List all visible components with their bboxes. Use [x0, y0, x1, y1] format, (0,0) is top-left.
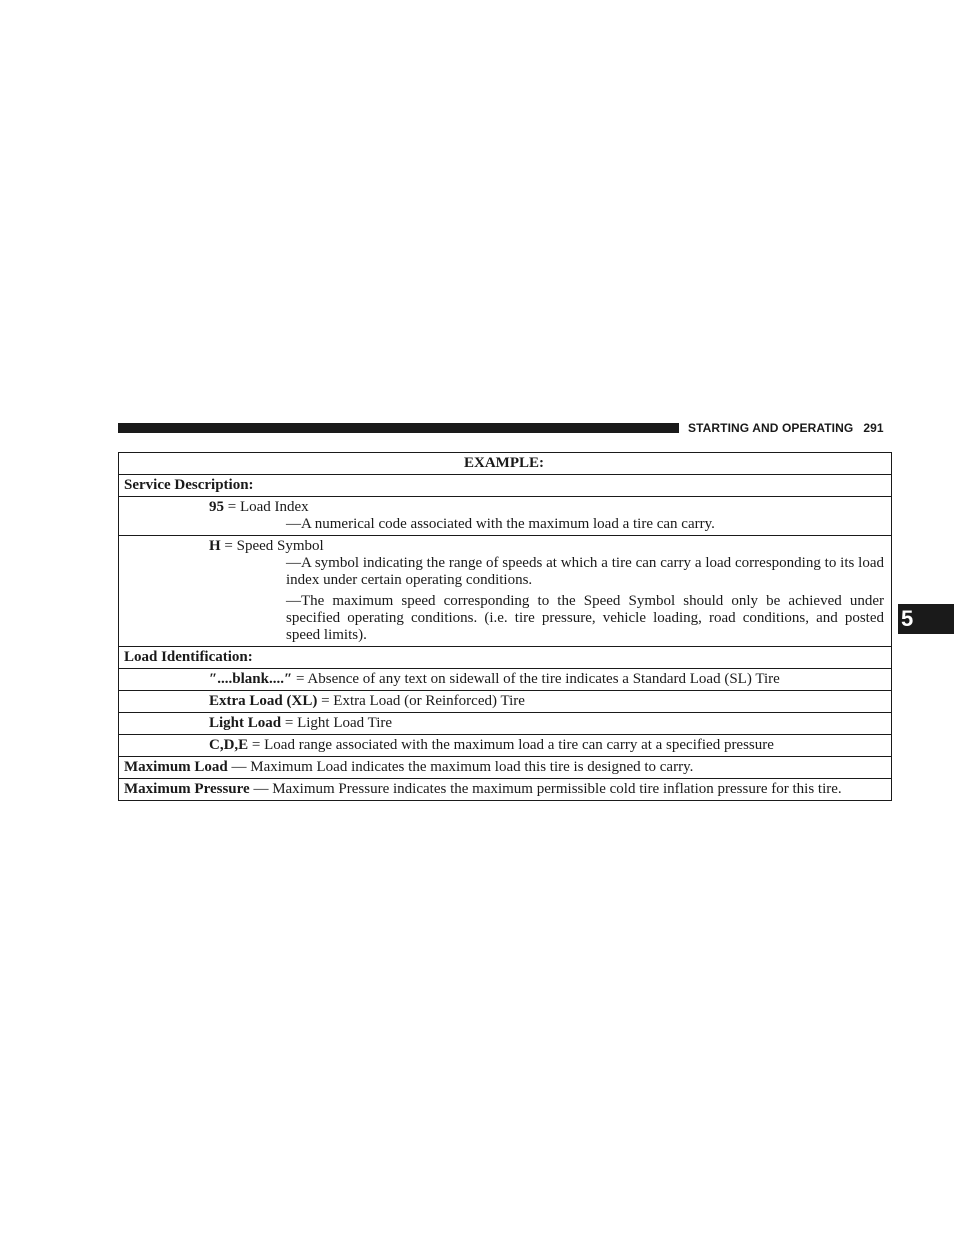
maximum-pressure-cell: [119, 779, 892, 801]
extra-load-text: = Extra Load (or Reinforced) Tire: [317, 693, 525, 709]
table-row: [119, 669, 892, 691]
table-row: [119, 475, 892, 497]
speed-symbol-description-block: [124, 555, 884, 644]
speed-symbol-description-2: —The maximum speed corresponding to the Speed Symbol should only be achieved under specified operating conditions. (i.e. tire pressure, vehicle loading, road conditions, and posted speed limits).: [286, 593, 884, 643]
speed-symbol-code: H: [209, 538, 221, 554]
maximum-load-text: — Maximum Load indicates the maximum load this tire is designed to carry.: [227, 759, 694, 775]
page-number: 291: [863, 421, 884, 435]
light-load-cell: [119, 713, 892, 735]
extra-load-code: Extra Load (XL): [209, 693, 318, 709]
light-load-text: = Light Load Tire: [281, 715, 393, 731]
load-index-description-block: [124, 516, 884, 533]
running-header: [688, 420, 891, 436]
speed-symbol-cell: [119, 536, 892, 647]
table-row: [119, 453, 892, 475]
load-index-description: —A numerical code associated with the maximum load a tire can carry.: [286, 516, 715, 532]
cde-cell: [119, 735, 892, 757]
example-heading: EXAMPLE:: [119, 453, 892, 475]
speed-symbol-line: [124, 538, 884, 555]
table-row: [119, 536, 892, 647]
table-row: [119, 497, 892, 536]
maximum-load-cell: [119, 757, 892, 779]
maximum-load-term: Maximum Load: [124, 759, 228, 775]
extra-load-line: [124, 693, 884, 710]
header-rule: [118, 423, 679, 433]
table-row: [119, 779, 892, 801]
blank-code: ″....blank....″: [209, 671, 293, 687]
cde-code: C,D,E: [209, 737, 249, 753]
light-load-code: Light Load: [209, 715, 282, 731]
load-index-text: = Load Index: [224, 499, 309, 515]
table-row: [119, 691, 892, 713]
table-row: [119, 757, 892, 779]
blank-cell: [119, 669, 892, 691]
extra-load-cell: [119, 691, 892, 713]
light-load-line: [124, 715, 884, 732]
table-row: [119, 713, 892, 735]
cde-text: = Load range associated with the maximum load a tire can carry at a specified pressure: [248, 737, 774, 753]
load-index-cell: [119, 497, 892, 536]
tire-service-description-table: [118, 452, 892, 801]
load-index-line: [124, 499, 884, 516]
speed-symbol-text: = Speed Symbol: [220, 538, 324, 554]
blank-line: [124, 671, 884, 688]
chapter-tab: 5: [898, 604, 954, 634]
cde-line: [124, 737, 884, 754]
blank-text: = Absence of any text on sidewall of the tire indicates a Standard Load (SL) Tire: [292, 671, 780, 687]
table-row: [119, 647, 892, 669]
table-row: [119, 735, 892, 757]
maximum-pressure-term: Maximum Pressure: [124, 781, 250, 797]
service-description-heading: Service Description:: [119, 475, 892, 497]
maximum-pressure-text: — Maximum Pressure indicates the maximum permissible cold tire inflation pressure for this tire.: [249, 781, 842, 797]
load-index-code: 95: [209, 499, 224, 515]
load-identification-heading: Load Identification:: [119, 647, 892, 669]
section-title: STARTING AND OPERATING: [688, 421, 854, 435]
speed-symbol-description-1: —A symbol indicating the range of speeds at which a tire can carry a load corresponding to its load index under certain operating conditions.: [286, 555, 884, 588]
